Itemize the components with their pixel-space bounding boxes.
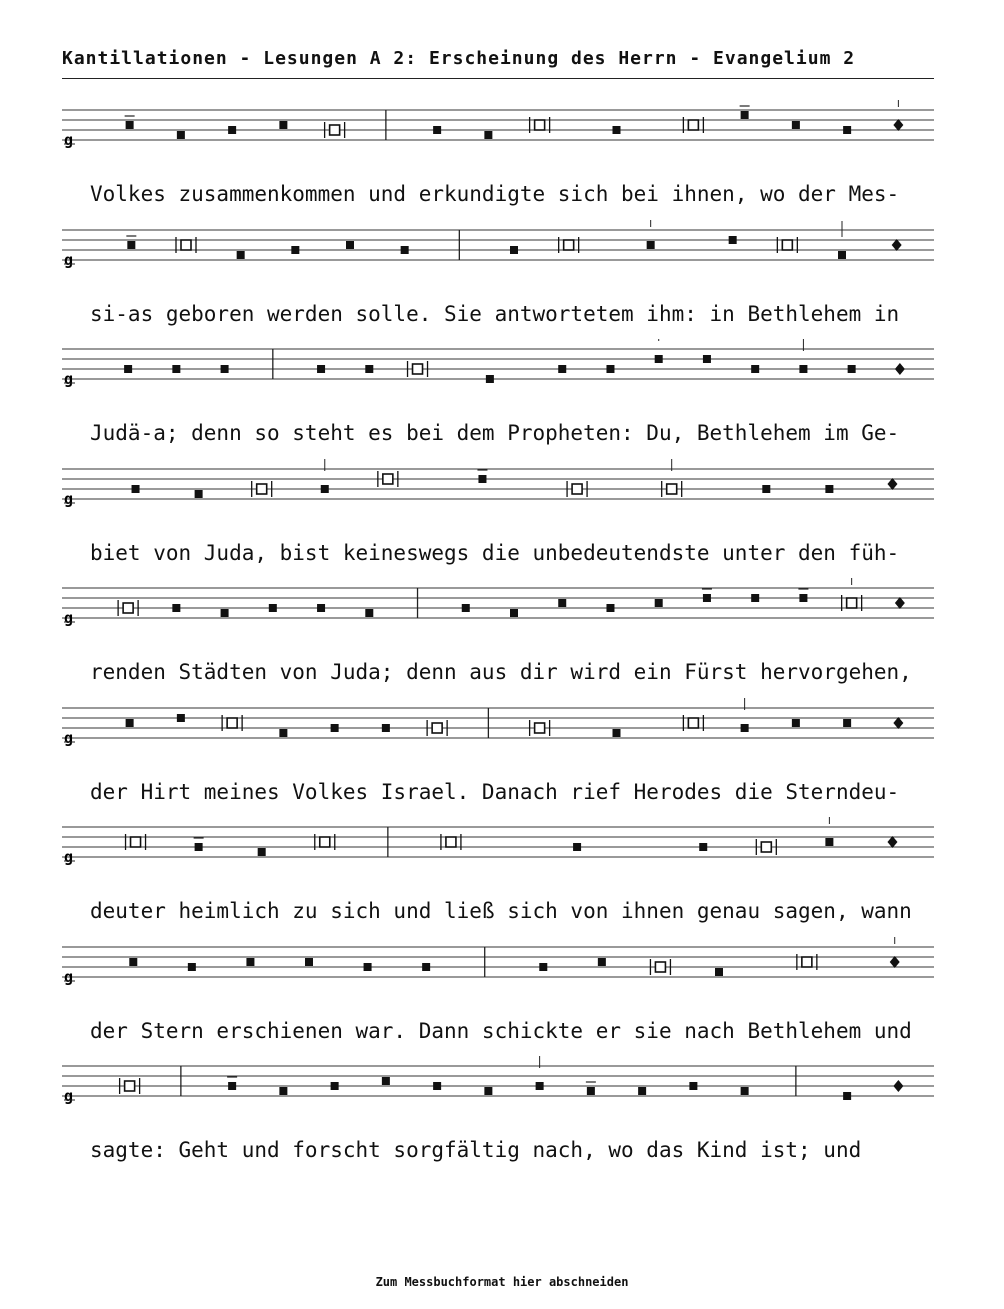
note-head <box>331 724 339 732</box>
staff-system <box>62 339 934 399</box>
note-head <box>655 599 663 607</box>
note-head <box>741 111 749 119</box>
clef-mark: g <box>64 489 74 508</box>
note-head <box>486 375 494 383</box>
note-head <box>188 963 196 971</box>
note-head <box>741 724 749 732</box>
clef-mark: g <box>64 131 74 149</box>
note-head <box>132 485 140 493</box>
note-head <box>598 958 606 966</box>
open-note <box>572 484 582 494</box>
note-head <box>279 729 287 737</box>
staff-system <box>62 698 934 758</box>
note-head <box>843 719 851 727</box>
lyric-line: der Stern erschienen war. Dann schickte er sie nach Bethlehem und <box>90 1018 912 1043</box>
note-head <box>177 714 185 722</box>
note-head <box>799 365 807 373</box>
note-head <box>346 241 354 249</box>
note-head <box>699 843 707 851</box>
note-head <box>478 475 486 483</box>
note-head <box>221 365 229 373</box>
note-head <box>195 843 203 851</box>
note-head <box>126 121 134 129</box>
note-head <box>613 729 621 737</box>
open-note <box>432 723 442 733</box>
open-note <box>320 837 330 847</box>
final-note <box>895 597 905 609</box>
final-note <box>893 717 903 729</box>
cut-line-note: Zum Messbuchformat hier abschneiden <box>375 1275 629 1289</box>
note-head <box>462 604 470 612</box>
open-note <box>688 718 698 728</box>
open-note <box>655 962 665 972</box>
clef-mark: g <box>64 728 74 747</box>
note-head <box>843 126 851 134</box>
note-head <box>129 958 137 966</box>
note-head <box>269 604 277 612</box>
note-head <box>703 594 711 602</box>
note-head <box>536 1082 544 1090</box>
page-header-title: Kantillationen - Lesungen A 2: Erscheinung des Herrn - Evangelium 2 <box>62 48 856 69</box>
open-note <box>802 957 812 967</box>
note-head <box>237 251 245 259</box>
note-head <box>126 719 134 727</box>
open-note <box>564 240 574 250</box>
note-head <box>279 121 287 129</box>
lyric-line: si-as geboren werden solle. Sie antwortetem ihm: in Bethlehem in <box>90 301 900 326</box>
staff-system <box>62 1056 934 1116</box>
staff-svg <box>62 578 934 638</box>
note-head <box>838 251 846 259</box>
note-head <box>331 1082 339 1090</box>
lyric-line: biet von Juda, bist keineswegs die unbedeutendste unter den füh- <box>90 540 900 565</box>
note-head <box>172 365 180 373</box>
note-head <box>751 365 759 373</box>
open-note <box>257 484 267 494</box>
note-head <box>799 594 807 602</box>
final-note <box>890 956 900 968</box>
note-head <box>124 365 132 373</box>
lyric-line: Volkes zusammenkommen und erkundigte sich bei ihnen, wo der Mes- <box>90 182 900 206</box>
clef-mark: g <box>64 1087 74 1105</box>
note-head <box>825 838 833 846</box>
note-head <box>433 126 441 134</box>
note-head <box>279 1087 287 1095</box>
note-head <box>792 719 800 727</box>
note-head <box>291 246 299 254</box>
note-head <box>177 131 185 139</box>
note-head <box>258 848 266 856</box>
final-note <box>892 239 902 251</box>
header-rule <box>62 78 934 79</box>
note-head <box>655 355 663 363</box>
lyric-line: renden Städten von Juda; denn aus dir wird ein Fürst hervorgehen, <box>90 660 912 684</box>
note-head <box>558 599 566 607</box>
clef-mark: g <box>64 370 74 388</box>
open-note <box>131 837 141 847</box>
staff-system <box>62 459 934 519</box>
note-head <box>305 958 313 966</box>
note-head <box>539 963 547 971</box>
open-note <box>383 474 393 484</box>
lyric-line: sagte: Geht und forscht sorgfältig nach, wo das Kind ist; und <box>90 1138 862 1162</box>
note-head <box>510 246 518 254</box>
staff-system <box>62 220 934 280</box>
note-head <box>715 968 723 976</box>
staff-svg <box>62 937 934 997</box>
open-note <box>688 120 698 130</box>
final-note <box>895 363 905 375</box>
note-head <box>127 241 135 249</box>
note-head <box>606 604 614 612</box>
staff-svg <box>62 698 934 758</box>
open-note <box>446 837 456 847</box>
staff-svg <box>62 220 934 280</box>
note-head <box>321 485 329 493</box>
clef-mark: g <box>64 250 74 269</box>
note-head <box>365 365 373 373</box>
note-head <box>401 246 409 254</box>
final-note <box>893 119 903 131</box>
note-head <box>638 1087 646 1095</box>
note-head <box>751 594 759 602</box>
note-head <box>689 1082 697 1090</box>
note-head <box>365 609 373 617</box>
clef-mark: g <box>64 609 74 627</box>
staff-svg <box>62 459 934 519</box>
note-head <box>228 126 236 134</box>
open-note <box>181 240 191 250</box>
open-note <box>535 723 545 733</box>
note-head <box>843 1092 851 1100</box>
note-head <box>433 1082 441 1090</box>
note-head <box>741 1087 749 1095</box>
open-note <box>330 125 340 135</box>
note-head <box>228 1082 236 1090</box>
clef-mark: g <box>64 967 74 986</box>
note-head <box>382 1077 390 1085</box>
note-head <box>729 236 737 244</box>
note-head <box>825 485 833 493</box>
note-head <box>422 963 430 971</box>
note-head <box>221 609 229 617</box>
open-note <box>413 364 423 374</box>
note-head <box>558 365 566 373</box>
note-head <box>484 131 492 139</box>
note-head <box>195 490 203 498</box>
staff-svg <box>62 817 934 877</box>
note-head <box>172 604 180 612</box>
note-head <box>762 485 770 493</box>
note-head <box>246 958 254 966</box>
note-head <box>510 609 518 617</box>
note-head <box>382 724 390 732</box>
note-head <box>647 241 655 249</box>
note-head <box>848 365 856 373</box>
note-head <box>317 604 325 612</box>
lyric-line: deuter heimlich zu sich und ließ sich von ihnen genau sagen, wann <box>90 899 912 923</box>
open-note <box>227 718 237 728</box>
open-note <box>847 598 857 608</box>
note-head <box>606 365 614 373</box>
staff-svg <box>62 100 934 160</box>
final-note <box>887 478 897 490</box>
note-head <box>484 1087 492 1095</box>
open-note <box>125 1081 135 1091</box>
staff-svg <box>62 339 934 399</box>
note-head <box>364 963 372 971</box>
note-head <box>573 843 581 851</box>
clef-mark: g <box>64 848 74 866</box>
open-note <box>761 842 771 852</box>
note-head <box>613 126 621 134</box>
note-head <box>587 1087 595 1095</box>
note-head <box>317 365 325 373</box>
staff-system <box>62 817 934 877</box>
staff-system <box>62 100 934 160</box>
lyric-line: der Hirt meines Volkes Israel. Danach rief Herodes die Sterndeu- <box>90 779 900 804</box>
open-note <box>782 240 792 250</box>
final-note <box>887 836 897 848</box>
open-note <box>535 120 545 130</box>
open-note <box>123 603 133 613</box>
note-head <box>792 121 800 129</box>
lyric-line: Judä-a; denn so steht es bei dem Propheten: Du, Bethlehem im Ge- <box>90 421 900 445</box>
staff-system <box>62 937 934 997</box>
staff-svg <box>62 1056 934 1116</box>
staff-system <box>62 578 934 638</box>
note-head <box>703 355 711 363</box>
final-note <box>893 1080 903 1092</box>
open-note <box>667 484 677 494</box>
